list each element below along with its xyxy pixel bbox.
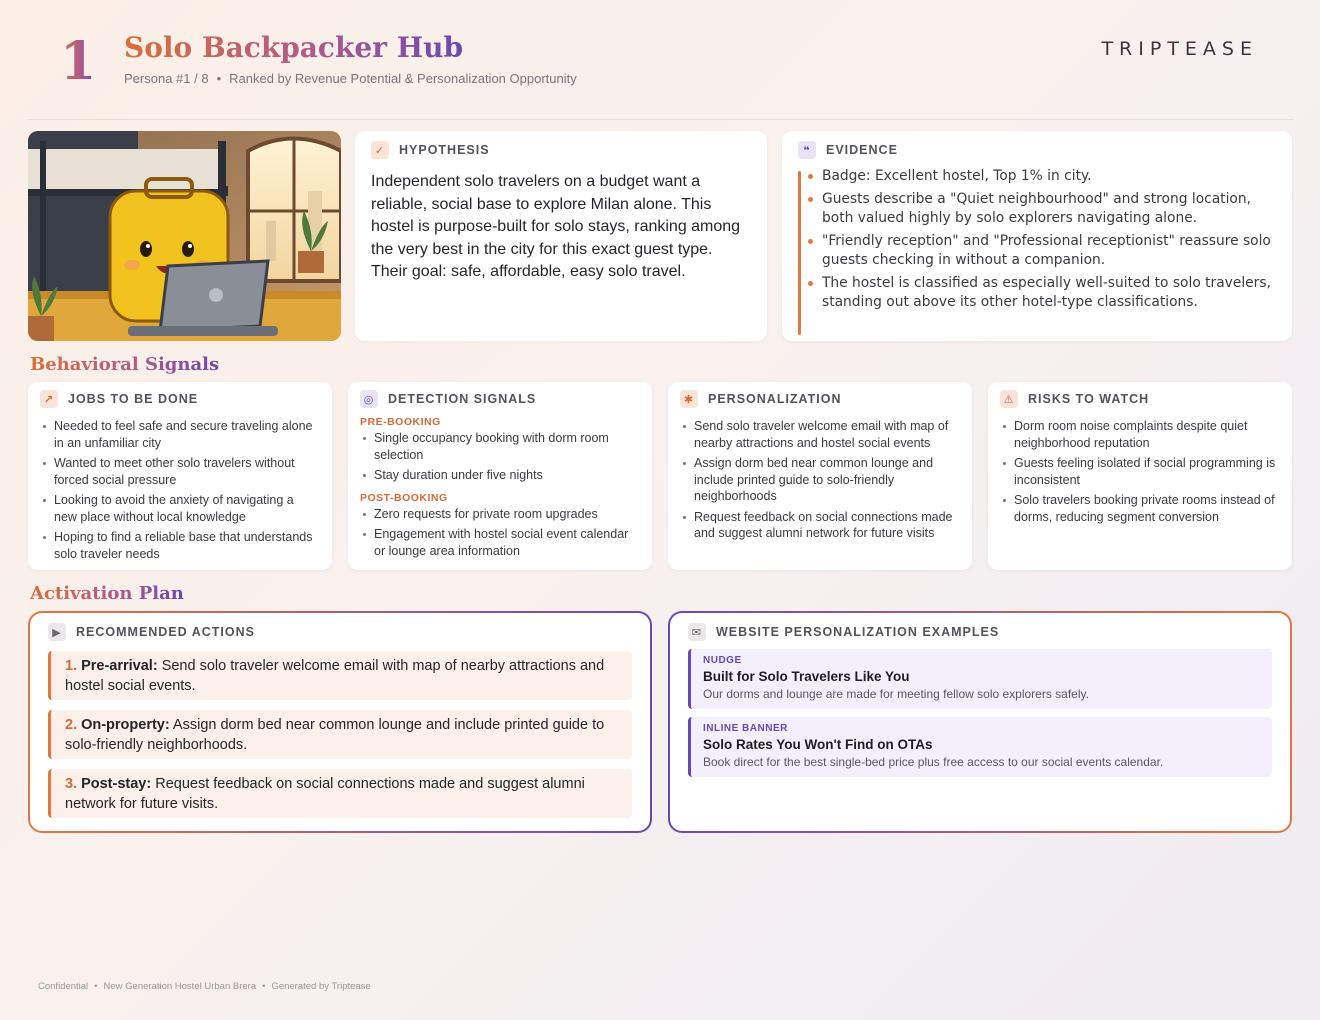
- website-example: [688, 717, 1272, 777]
- post-booking-label: POST-BOOKING: [360, 491, 448, 504]
- list-item: Hoping to find a reliable base that understands solo traveler needs: [54, 529, 320, 562]
- hypothesis-heading: HYPOTHESIS: [399, 143, 490, 157]
- action-item: [48, 651, 632, 700]
- list-item: Request feedback on social connections made and suggest alumni network for future visits: [694, 509, 960, 542]
- list-item: Dorm room noise complaints despite quiet neighborhood reputation: [1014, 418, 1280, 451]
- jobs-heading: JOBS TO BE DONE: [68, 392, 199, 406]
- check-icon: ✓: [371, 141, 389, 159]
- risks-heading: RISKS TO WATCH: [1028, 392, 1150, 406]
- post-booking-list: [360, 506, 640, 560]
- personalization-list: [680, 418, 960, 542]
- action-text: Send solo traveler welcome email with map of nearby attractions and hostel social events.: [65, 658, 605, 694]
- risks-card: [988, 382, 1292, 570]
- pre-booking-label: PRE-BOOKING: [360, 416, 441, 428]
- hypothesis-header: [371, 141, 751, 159]
- example-tag: INLINE BANNER: [703, 723, 788, 734]
- footer-confidential: Confidential: [38, 981, 89, 992]
- header-divider: [28, 119, 1293, 120]
- example-title: Solo Rates You Won't Find on OTAs: [703, 737, 933, 752]
- example-description: Book direct for the best single-bed price plus free access to our social events calendar.: [703, 755, 1164, 769]
- arrow-up-right-icon: ↗: [40, 390, 58, 408]
- actions-heading: RECOMMENDED ACTIONS: [76, 625, 255, 639]
- evidence-card: [782, 131, 1292, 341]
- recommended-actions-inner: [30, 613, 650, 831]
- list-item: Looking to avoid the anxiety of navigating a new place without local knowledge: [54, 492, 320, 525]
- page-title: Solo Backpacker Hub: [124, 31, 464, 64]
- pre-booking-list: [360, 430, 640, 484]
- action-text: Request feedback on social connections made and suggest alumni network for future visits.: [65, 776, 585, 812]
- action-label: On-property:: [81, 717, 170, 733]
- persona-count: Persona #1 / 8: [124, 71, 209, 86]
- list-item: Stay duration under five nights: [374, 467, 640, 484]
- personalization-heading: PERSONALIZATION: [708, 392, 842, 406]
- list-item: Single occupancy booking with dorm room selection: [374, 430, 640, 463]
- list-item: Needed to feel safe and secure traveling alone in an unfamiliar city: [54, 418, 320, 451]
- jobs-header: [40, 390, 320, 408]
- page-footer: [38, 981, 371, 992]
- mail-icon: ✉: [688, 623, 706, 641]
- list-item: Send solo traveler welcome email with map of nearby attractions and hostel social events: [694, 418, 960, 451]
- example-tag: NUDGE: [703, 655, 742, 666]
- action-number: 2.: [65, 717, 78, 733]
- evidence-item: "Friendly reception" and "Professional receptionist" reassure solo guests checking in without a companion.: [822, 232, 1276, 270]
- website-personalization-inner: [670, 613, 1290, 831]
- detection-signals-card: [348, 382, 652, 570]
- list-item: Guests feeling isolated if social programming is inconsistent: [1014, 455, 1280, 488]
- play-icon: ▶: [48, 623, 66, 641]
- evidence-item: Guests describe a "Quiet neighbourhood" and strong location, both valued highly by solo explorers navigating alone.: [822, 190, 1276, 228]
- risks-list: [1000, 418, 1280, 525]
- behavioral-signals-title: Behavioral Signals: [30, 354, 220, 375]
- separator-dot: •: [216, 71, 222, 86]
- action-item: [48, 710, 632, 759]
- quote-icon: ❝: [798, 141, 816, 159]
- recommended-actions-panel: [28, 611, 652, 833]
- list-item: Zero requests for private room upgrades: [374, 506, 640, 523]
- separator-dot: •: [94, 981, 98, 992]
- list-item: Assign dorm bed near common lounge and include printed guide to solo-friendly neighborhoods: [694, 455, 960, 505]
- footer-hotel: New Generation Hostel Urban Brera: [103, 981, 257, 992]
- list-item: Engagement with hostel social event calendar or lounge area information: [374, 526, 640, 559]
- persona-rank: 1: [60, 31, 97, 92]
- action-number: 3.: [65, 776, 78, 792]
- website-header: [688, 623, 1272, 641]
- risks-header: [1000, 390, 1280, 408]
- example-title: Built for Solo Travelers Like You: [703, 669, 910, 684]
- hypothesis-text: Independent solo travelers on a budget want a reliable, social base to explore Milan alone. This hostel is purpose-built for solo stays, ranking among the very best in the city for this exact guest type. Their goal: safe, affordable, easy solo travel.: [371, 173, 741, 280]
- hypothesis-card: [355, 131, 767, 341]
- brand-logo: TRIPTEASE: [1101, 38, 1258, 60]
- target-icon: ◎: [360, 390, 378, 408]
- detection-heading: DETECTION SIGNALS: [388, 392, 537, 406]
- separator-dot: •: [262, 981, 266, 992]
- action-label: Pre-arrival:: [81, 658, 158, 674]
- footer-generated: Generated by Triptease: [271, 981, 371, 992]
- evidence-list: [798, 167, 1276, 312]
- action-text: Assign dorm bed near common lounge and include printed guide to solo-friendly neighborhoods.: [65, 717, 605, 753]
- sparkle-icon: ✱: [680, 390, 698, 408]
- action-number: 1.: [65, 658, 78, 674]
- detection-header: [360, 390, 640, 408]
- page-header: [0, 0, 1320, 120]
- website-personalization-panel: [668, 611, 1292, 833]
- persona-illustration: [28, 131, 341, 341]
- evidence-item: The hostel is classified as especially well-suited to solo travelers, standing out above its other hotel-type classifications.: [822, 274, 1276, 312]
- jobs-to-be-done-card: [28, 382, 332, 570]
- personalization-header: [680, 390, 960, 408]
- evidence-heading: EVIDENCE: [826, 143, 898, 157]
- example-description: Our dorms and lounge are made for meeting fellow solo explorers safely.: [703, 687, 1089, 701]
- page-subtitle: [124, 71, 577, 86]
- ranking-note: Ranked by Revenue Potential & Personalization Opportunity: [229, 71, 577, 86]
- actions-header: [48, 623, 632, 641]
- activation-plan-title: Activation Plan: [30, 583, 184, 604]
- action-item: [48, 769, 632, 818]
- jobs-list: [40, 418, 320, 562]
- personalization-card: [668, 382, 972, 570]
- list-item: Wanted to meet other solo travelers without forced social pressure: [54, 455, 320, 488]
- evidence-item: Badge: Excellent hostel, Top 1% in city.: [822, 167, 1276, 186]
- action-label: Post-stay:: [81, 776, 152, 792]
- website-heading: WEBSITE PERSONALIZATION EXAMPLES: [716, 625, 1000, 639]
- evidence-header: [798, 141, 1276, 159]
- warning-icon: ⚠: [1000, 390, 1018, 408]
- list-item: Solo travelers booking private rooms instead of dorms, reducing segment conversion: [1014, 492, 1280, 525]
- website-example: [688, 649, 1272, 709]
